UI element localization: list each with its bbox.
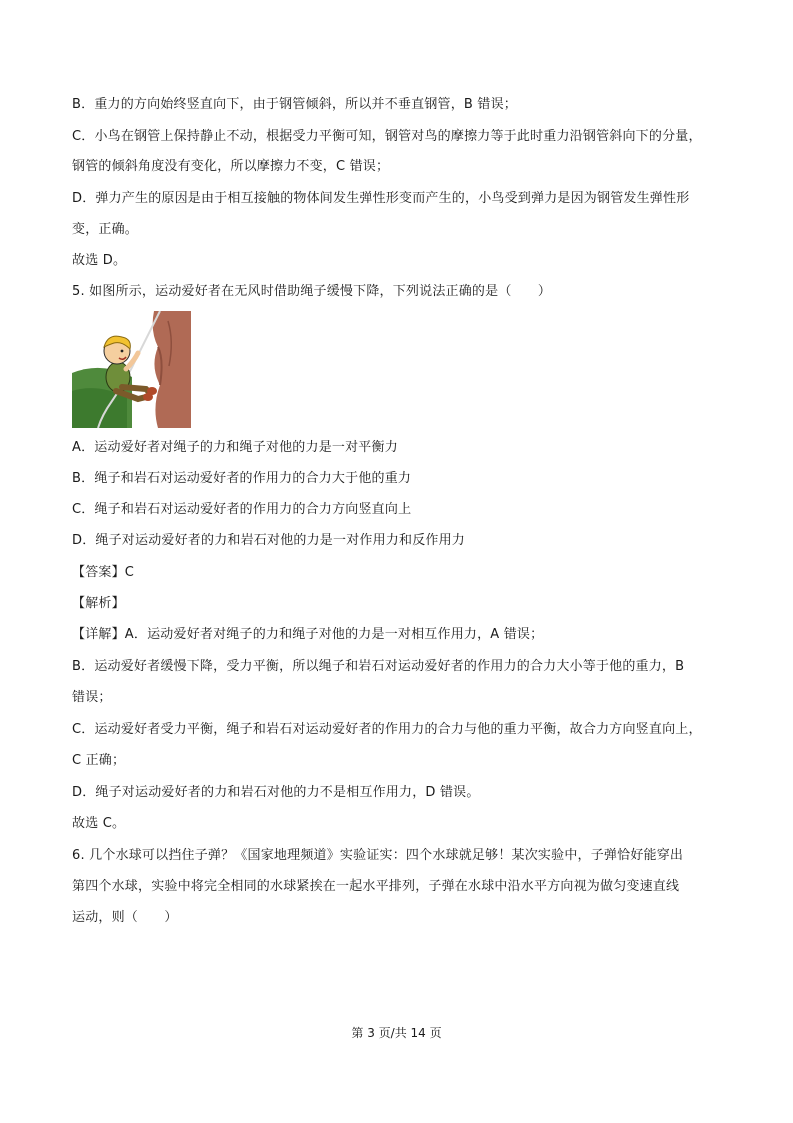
explanation-d: D．绳子对运动爱好者的力和岩石对他的力不是相互作用力，D 错误。 [72, 785, 480, 800]
question-5-stem: 5. 如图所示，运动爱好者在无风时借助绳子缓慢下降，下列说法正确的是（ ） [72, 284, 552, 299]
question-6-stem-cont: 第四个水球，实验中将完全相同的水球紧挨在一起水平排列，子弹在水球中沿水平方向视为做匀变速直线 [72, 879, 680, 894]
text-line-d-elastic: D．弹力产生的原因是由于相互接触的物体间发生弹性形变而产生的，小鸟受到弹力是因为钢管发生弹性形 [72, 191, 690, 206]
page-number: 第 3 页/共 14 页 [351, 1026, 442, 1040]
text-line-answer-d: 故选 D。 [72, 253, 127, 268]
option-5c: C．绳子和岩石对运动爱好者的作用力的合力方向竖直向上 [72, 502, 412, 517]
text-line-b-gravity: B．重力的方向始终竖直向下，由于钢管倾斜，所以并不垂直钢管，B 错误； [72, 97, 517, 112]
answer-c: 故选 C。 [72, 816, 126, 831]
text-line-c-friction-cont: 钢管的倾斜角度没有变化，所以摩擦力不变，C 错误； [72, 159, 390, 174]
explanation-b-cont: 错误； [72, 690, 112, 705]
text-line-d-elastic-cont: 变，正确。 [72, 222, 139, 237]
climber-illustration [72, 311, 191, 428]
option-5a: A．运动爱好者对绳子的力和绳子对他的力是一对平衡力 [72, 440, 398, 455]
explanation-c: C．运动爱好者受力平衡，绳子和岩石对运动爱好者的作用力的合力与他的重力平衡，故合力方向竖直向上， [72, 722, 702, 737]
option-5d: D．绳子对运动爱好者的力和岩石对他的力是一对作用力和反作用力 [72, 533, 466, 548]
explanation-b: B．运动爱好者缓慢下降，受力平衡，所以绳子和岩石对运动爱好者的作用力的合力大小等于他的重力，B [72, 659, 685, 674]
option-5b: B．绳子和岩石对运动爱好者的作用力的合力大于他的重力 [72, 471, 412, 486]
question-6-stem-end: 运动，则（ ） [72, 910, 178, 925]
analysis-label: 【解析】 [72, 596, 125, 611]
explanation-a: 【详解】A．运动爱好者对绳子的力和绳子对他的力是一对相互作用力，A 错误； [72, 627, 544, 642]
answer-label: 【答案】C [72, 565, 135, 580]
text-line-c-friction: C．小鸟在钢管上保持静止不动，根据受力平衡可知，钢管对鸟的摩擦力等于此时重力沿钢管斜向下的分量， [72, 129, 702, 144]
question-6-stem: 6. 几个水球可以挡住子弹？《国家地理频道》实验证实：四个水球就足够！某次实验中，子弹恰好能穿出 [72, 848, 684, 863]
explanation-c-cont: C 正确； [72, 753, 126, 768]
